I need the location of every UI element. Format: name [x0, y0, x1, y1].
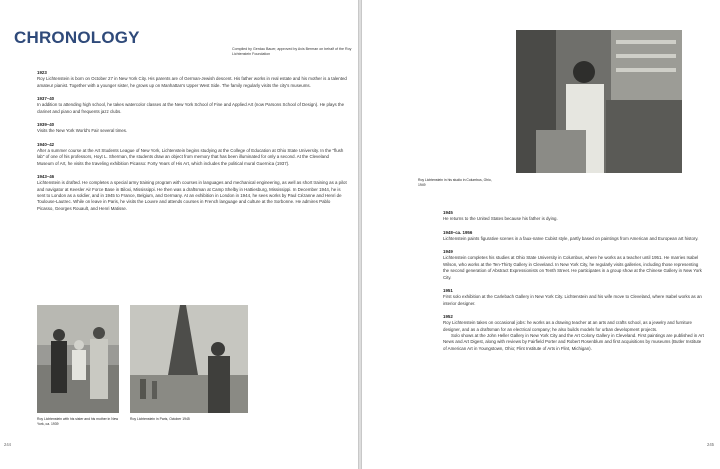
entry-text: After a summer course at the Art Students League of New York, Lichtenstein begins studying at the College of Education at Ohio State University. In the "flush lab" of one of his professors, Hoyt L. Sherman, the students draw an object from memory that has been illuminated for only a second. At the Cleveland Museum of Art, he visits the traveling exhibition Picasso: Forty Years of His Art, which includes the political mural Guernica (1937). [37, 147, 344, 166]
entry-text: First solo exhibition at the Carlebach Gallery in New York City. Lichtenstein and his wife move to Cleveland, where Isabel works as an interior designer. [443, 294, 702, 306]
entry-text: Lichtenstein paints figurative scenes in a faux-naïve Cubist style, partly based on paintings from American and European art history. [443, 235, 699, 241]
right-page [362, 0, 720, 469]
left-page [0, 0, 358, 469]
entry-text: Visits the New York World's Fair several times. [37, 128, 128, 134]
entry-year: 1923 [37, 70, 47, 75]
entry-text: He returns to the United States because his father is dying. [443, 216, 558, 222]
studio-photo-caption: Roy Lichtenstein in his studio in Columbus, Ohio, 1949 [418, 178, 492, 187]
entry-1951 [443, 288, 705, 307]
page-number: 244 [4, 442, 11, 447]
entry-text: Lichtenstein is drafted. He completes a special army training program with courses in languages and mechanical engineering, as well as short training as a pilot and navigator at Keesler Air Force Base in Biloxi, Mississippi. He then was a draftsman at Camp Shelby in Hattiesburg, Mississippi. In December 1944, he is sent to London as a soldier, and in 1945 to France, Belgium, and Germany. At an exhibition in London in 1944, he sees works by Paul Cézanne and Henri de Toulouse-Lautrec. While on leave in Paris, he visits the Louvre and attends courses in French language and culture at the Sorbonne. He admires Pablo Picasso, Georges Rouault, and Henri Matisse. [37, 180, 347, 211]
entry-year: 1949 [443, 249, 453, 255]
entry-year: 1948–ca. 1956 [443, 229, 473, 235]
entry-year: 1939–40 [37, 122, 55, 128]
entry-year: 1943–46 [37, 174, 55, 180]
entry-1940-42 [37, 142, 347, 167]
entry-1952 [443, 314, 705, 352]
entry-1923 [37, 70, 347, 89]
chronology-entries-right [443, 210, 705, 359]
family-photo-caption: Roy Lichtenstein with his sister and his mother in New York, ca. 1939 [37, 417, 119, 426]
entry-1945 [443, 210, 705, 223]
entry-text: In addition to attending high school, he takes watercolor classes at the New York School of Fine and Applied Art (now Parsons School of Design). He plays the clarinet and piano and frequents jazz clubs. [37, 102, 345, 114]
page-title: CHRONOLOGY [14, 28, 140, 47]
studio-photo [516, 30, 682, 173]
paris-photo-caption: Roy Lichtenstein in Paris, October 1945 [130, 417, 190, 421]
entry-text-continued: Solo shows at the John Heller Gallery in New York City and the Art Colony Gallery in Cleveland. First paintings are published in Art News and Art Digest, along with reviews by Fairfield Porter and Robert Rosenblum and first acquisitions by museums (Butler Institute of American Art in Youngstown, Ohio; Flint Institute of Arts in Flint, Michigan). [443, 333, 704, 351]
entry-1943-46 [37, 174, 347, 212]
entry-text: Lichtenstein completes his studies at Ohio State University in Columbus, where he works as a teacher until 1951. He marries Isabel Wilson, who works at the Ten-Thirty Gallery in Cleveland. In New York City, he regularly visits galleries, including those representing the second generation of Abstract Expressionists on Tenth Street. He participates in a group show at the Chinese Gallery in New York City. [443, 255, 702, 280]
chronology-entries-left [37, 70, 347, 219]
entry-text: Roy Lichtenstein is born on October 27 in New York City. His parents are of German-Jewish descent. His father works in real estate and his mother is a talented amateur pianist. Together with a younger sister, he grows up on Manhattan's Upper West Side. The family regularly visits the city's museums. [37, 76, 347, 88]
entry-year: 1952 [443, 314, 453, 320]
entry-1937-40 [37, 96, 347, 115]
entry-year: 1945 [443, 210, 453, 215]
page-number: 245 [707, 442, 714, 447]
entry-text: Roy Lichtenstein takes on occasional jobs: he works as a drawing teacher at an arts and crafts school, as a jewelry and furniture designer, and as a draftsman for an electrical company; he also builds models for urban development projects. [443, 320, 692, 332]
family-photo [37, 305, 119, 413]
entry-year: 1940–42 [37, 141, 55, 147]
entry-1939-40 [37, 122, 347, 135]
entry-year: 1937–40 [37, 96, 55, 102]
entry-1948-1956 [443, 230, 705, 243]
entry-1949 [443, 249, 705, 281]
compiler-credit: Compiled by Gerdau Bauer, approved by Avis Berman on behalf of the Roy Lichtenstein Foundation [232, 47, 352, 57]
paris-photo [130, 305, 248, 413]
entry-year: 1951 [443, 288, 453, 294]
